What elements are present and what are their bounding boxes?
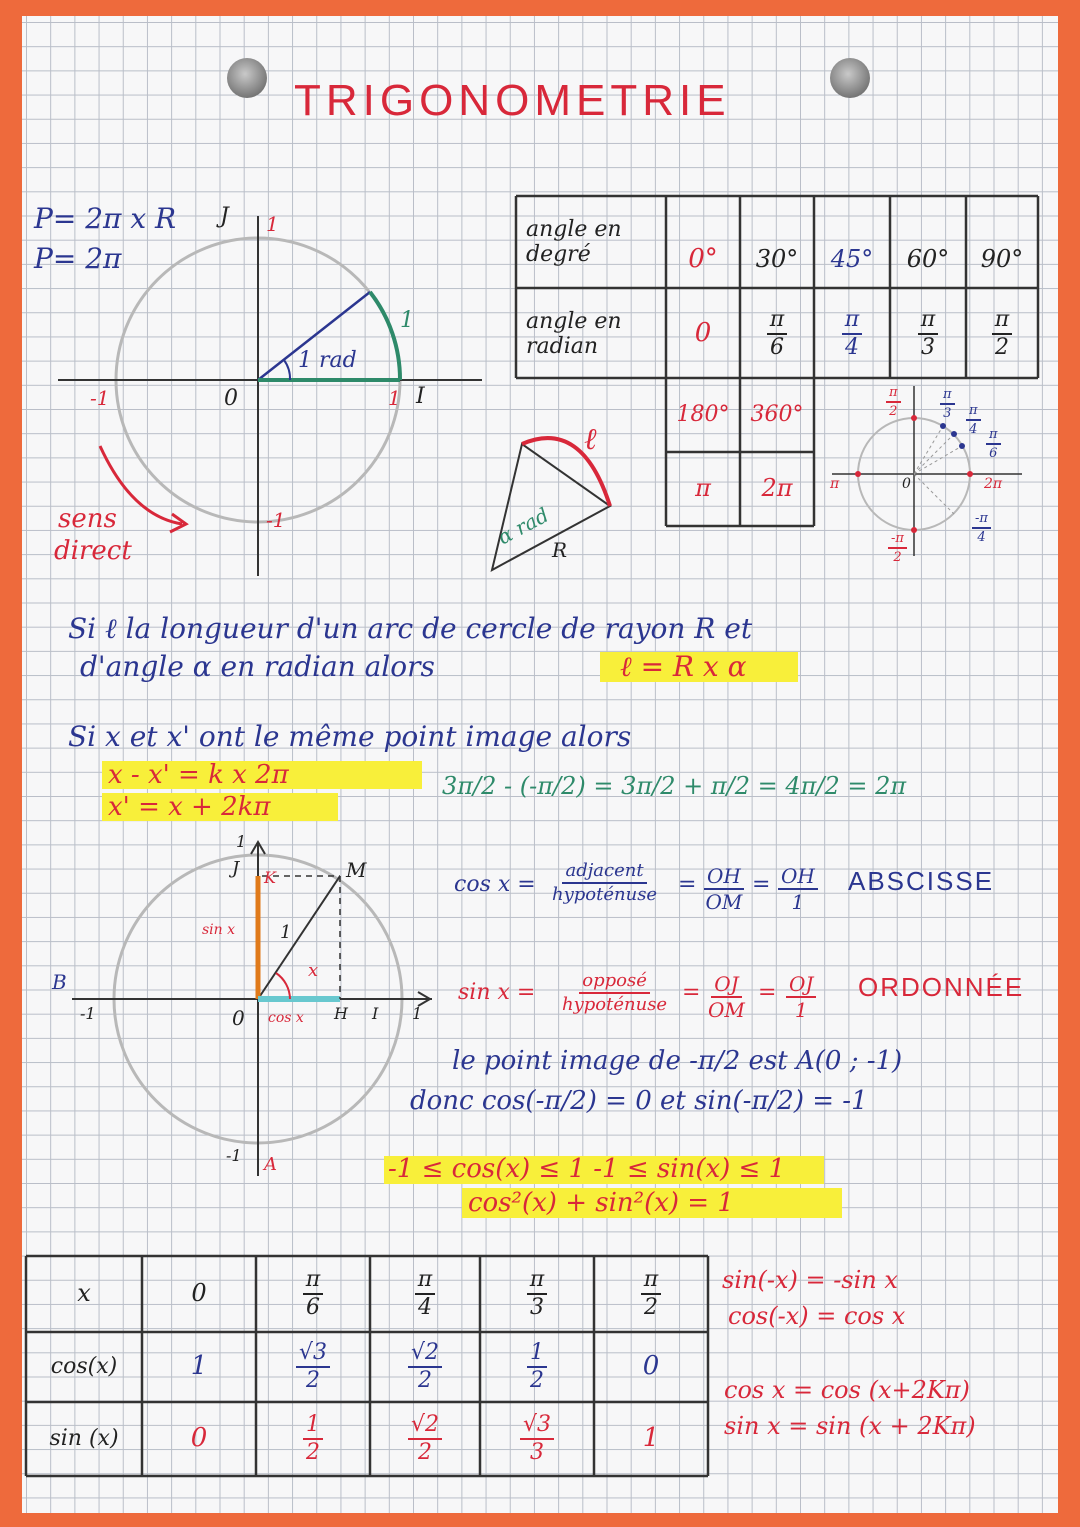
frac-num: OH (704, 866, 744, 890)
radian-cell (740, 292, 814, 376)
arc-length-formula: ℓ = R x α (620, 650, 747, 683)
sector-arc-label: ℓ (584, 422, 597, 457)
radian-cell (966, 292, 1038, 376)
arc-rule-line1: Si ℓ la longueur d'un arc de cercle de rayon R et (68, 612, 753, 645)
equals-sign: = (678, 872, 697, 897)
direction-label-2: direct (54, 536, 132, 566)
c2-h-label: H (334, 1004, 348, 1023)
bounds-line2: cos²(x) + sin²(x) = 1 (468, 1188, 734, 1218)
frac-den: 3 (943, 406, 952, 421)
values-cos-cell (256, 1332, 370, 1402)
arc-length-label: 1 (400, 308, 414, 333)
degree-cell: 45° (830, 245, 874, 274)
frac-den: 2 (893, 550, 902, 565)
frac-num: OJ (786, 974, 816, 998)
direction-label: sens (58, 504, 117, 534)
values-header-sin: sin (x) (49, 1426, 119, 1452)
values-x-cell (370, 1256, 480, 1332)
axis-j-label: J (220, 204, 229, 229)
frac-den: 3 (529, 1440, 544, 1465)
frac-den: 4 (977, 530, 986, 545)
frac-num: π (918, 309, 938, 335)
frac-num: -π (972, 512, 991, 529)
frac-den: 6 (770, 335, 784, 360)
frac-num: -π (888, 532, 907, 549)
degree-cell: 0° (688, 244, 718, 275)
values-header-x: x (77, 1279, 91, 1308)
values-x-cell: 0 (191, 1279, 207, 1308)
small-circle-label (986, 428, 1001, 460)
radian-cell: π (695, 474, 711, 503)
frac-num: π (886, 386, 901, 403)
degree-cell: 60° (906, 245, 950, 274)
c2-angle-label: x (308, 960, 319, 981)
frac-den: hypoténuse (552, 884, 658, 905)
frac-num: opposé (579, 972, 650, 994)
values-cos-cell (480, 1332, 594, 1402)
image-rule-eq1: x - x' = k x 2π (108, 760, 289, 790)
degree-cell: 180° (676, 402, 730, 428)
frac-num: OJ (711, 974, 741, 998)
radian-cell (814, 292, 890, 376)
c2-sin-label: sin x (202, 922, 236, 938)
point-image-line1: le point image de -π/2 est A(0 ; -1) (452, 1046, 903, 1076)
frac-num: π (415, 1269, 435, 1295)
sector-angle-label: α rad (493, 502, 553, 550)
frac-num: OH (778, 866, 818, 890)
values-sin-cell (256, 1402, 370, 1476)
frac-den: 6 (989, 446, 998, 461)
frac-num: π (986, 428, 1001, 445)
c2-cos-label: cos x (268, 1010, 304, 1026)
values-cos-cell: 1 (190, 1351, 208, 1382)
frac-num: √2 (408, 1414, 442, 1440)
tick-left-label: -1 (90, 386, 110, 410)
grid-paper-sheet (22, 16, 1058, 1513)
frac-num: π (842, 309, 862, 335)
values-sin-cell: 1 (642, 1423, 660, 1454)
small-circle-label (972, 512, 991, 544)
frac-den: 4 (969, 422, 978, 437)
frac-den: 2 (530, 1368, 544, 1393)
sin-def-oj-om (708, 974, 745, 1020)
sector-radius-label: R (552, 538, 568, 562)
small-circle-label (886, 386, 901, 418)
axis-i-label: I (416, 384, 425, 409)
frac-num: √3 (520, 1414, 554, 1440)
frac-num: adjacent (562, 862, 646, 884)
frac-num: π (641, 1269, 661, 1295)
c2-minus-one-left: -1 (80, 1004, 96, 1023)
frac-num: √3 (296, 1342, 330, 1368)
image-rule-example: 3π/2 - (-π/2) = 3π/2 + π/2 = 4π/2 = 2π (442, 772, 907, 800)
c2-k-label: K (264, 868, 276, 887)
identity-cos-periodic: cos x = cos (x+2Kπ) (724, 1376, 970, 1404)
frac-den: 2 (417, 1368, 432, 1393)
frac-den: 2 (306, 1440, 320, 1465)
equals-sign: = (682, 980, 701, 1005)
values-x-cell (594, 1256, 708, 1332)
image-rule-eq2: x' = x + 2kπ (108, 792, 271, 822)
frac-den: 3 (530, 1295, 544, 1320)
frac-den: 3 (921, 335, 935, 360)
frac-den: 2 (305, 1368, 320, 1393)
identity-sin-odd: sin(-x) = -sin x (722, 1266, 898, 1294)
frac-den: 6 (306, 1295, 320, 1320)
frac-den: 4 (845, 335, 859, 360)
values-x-cell (256, 1256, 370, 1332)
c2-a-label: A (264, 1154, 277, 1175)
arc-rule-line2: d'angle α en radian alors (80, 650, 435, 683)
c2-minus-one-bottom: -1 (226, 1146, 242, 1165)
frac-num: π (966, 404, 981, 421)
degree-cell: 90° (980, 245, 1024, 274)
frac-num: π (940, 388, 955, 405)
table-header-degree: angle en degré (526, 216, 622, 267)
image-rule-intro: Si x et x' ont le même point image alors (68, 720, 632, 753)
small-circle-label: 2π (984, 476, 1003, 492)
degree-cell: 360° (750, 402, 804, 428)
c2-hyp-label: 1 (280, 922, 292, 943)
equals-sign: = (752, 872, 771, 897)
values-sin-cell (370, 1402, 480, 1476)
frac-den: hypoténuse (562, 994, 668, 1015)
equals-sign: = (758, 980, 777, 1005)
small-circle-label: 0 (902, 476, 911, 492)
c2-i-label: I (372, 1004, 379, 1023)
values-cos-cell: 0 (642, 1351, 660, 1382)
cos-def-oh-1 (778, 866, 818, 912)
values-sin-cell: 0 (190, 1423, 208, 1454)
small-circle-label: π (830, 476, 840, 492)
point-image-line2: donc cos(-π/2) = 0 et sin(-π/2) = -1 (410, 1086, 868, 1116)
page-title: TRIGONOMETRIE (294, 76, 731, 125)
frac-den: 2 (417, 1440, 432, 1465)
c2-one-right: 1 (412, 1004, 423, 1023)
radian-cell (890, 292, 966, 376)
ordonnee-label: ORDONNÉE (858, 972, 1025, 1002)
angle-rad-label: 1 rad (298, 348, 357, 373)
values-cos-cell (370, 1332, 480, 1402)
frac-num: 1 (527, 1342, 547, 1368)
c2-b-label: B (52, 970, 67, 994)
frac-den: 1 (794, 998, 808, 1022)
origin-label: 0 (224, 386, 238, 411)
sin-def-lhs: sin x = (458, 980, 536, 1005)
cos-def-ratio (552, 862, 657, 904)
c2-m-label: M (346, 858, 367, 882)
tick-top-label: 1 (266, 212, 279, 236)
table-header-radian: angle en radian (526, 308, 622, 359)
abscisse-label: ABSCISSE (848, 866, 995, 896)
degree-cell: 30° (755, 245, 799, 274)
frac-num: π (767, 309, 787, 335)
radian-cell: 0 (694, 318, 712, 349)
frac-den: OM (705, 890, 743, 914)
values-header-cos: cos(x) (50, 1354, 118, 1380)
frac-num: π (992, 309, 1012, 335)
frac-num: √2 (408, 1342, 442, 1368)
bounds-line1: -1 ≤ cos(x) ≤ 1 -1 ≤ sin(x) ≤ 1 (388, 1154, 786, 1184)
radian-cell: 2π (761, 474, 793, 503)
perimeter-formula-short: P= 2π (34, 242, 122, 275)
identity-sin-periodic: sin x = sin (x + 2Kπ) (724, 1412, 976, 1440)
cos-def-oh-om (704, 866, 744, 912)
c2-origin: 0 (232, 1006, 245, 1030)
frac-num: π (303, 1269, 323, 1295)
small-circle-label (940, 388, 955, 420)
values-sin-cell (480, 1402, 594, 1476)
frac-den: 2 (995, 335, 1009, 360)
cos-def-lhs: cos x = (454, 872, 536, 897)
frac-den: 2 (644, 1295, 658, 1320)
small-circle-label (888, 532, 907, 564)
c2-one-top: 1 (236, 832, 247, 851)
tick-bottom-label: -1 (266, 508, 286, 532)
frac-num: 1 (303, 1414, 323, 1440)
values-x-cell (480, 1256, 594, 1332)
perimeter-formula: P= 2π x R (34, 202, 177, 235)
identity-cos-even: cos(-x) = cos x (728, 1302, 906, 1330)
frac-den: OM (708, 998, 745, 1022)
small-circle-label (966, 404, 981, 436)
frac-den: 4 (418, 1295, 432, 1320)
frac-num: π (527, 1269, 547, 1295)
c2-j-label: J (232, 858, 240, 879)
sin-def-ratio (562, 972, 667, 1014)
tick-right-label: 1 (388, 386, 401, 410)
frac-den: 1 (791, 890, 805, 914)
frac-den: 2 (889, 404, 898, 419)
sin-def-oj-1 (786, 974, 816, 1020)
